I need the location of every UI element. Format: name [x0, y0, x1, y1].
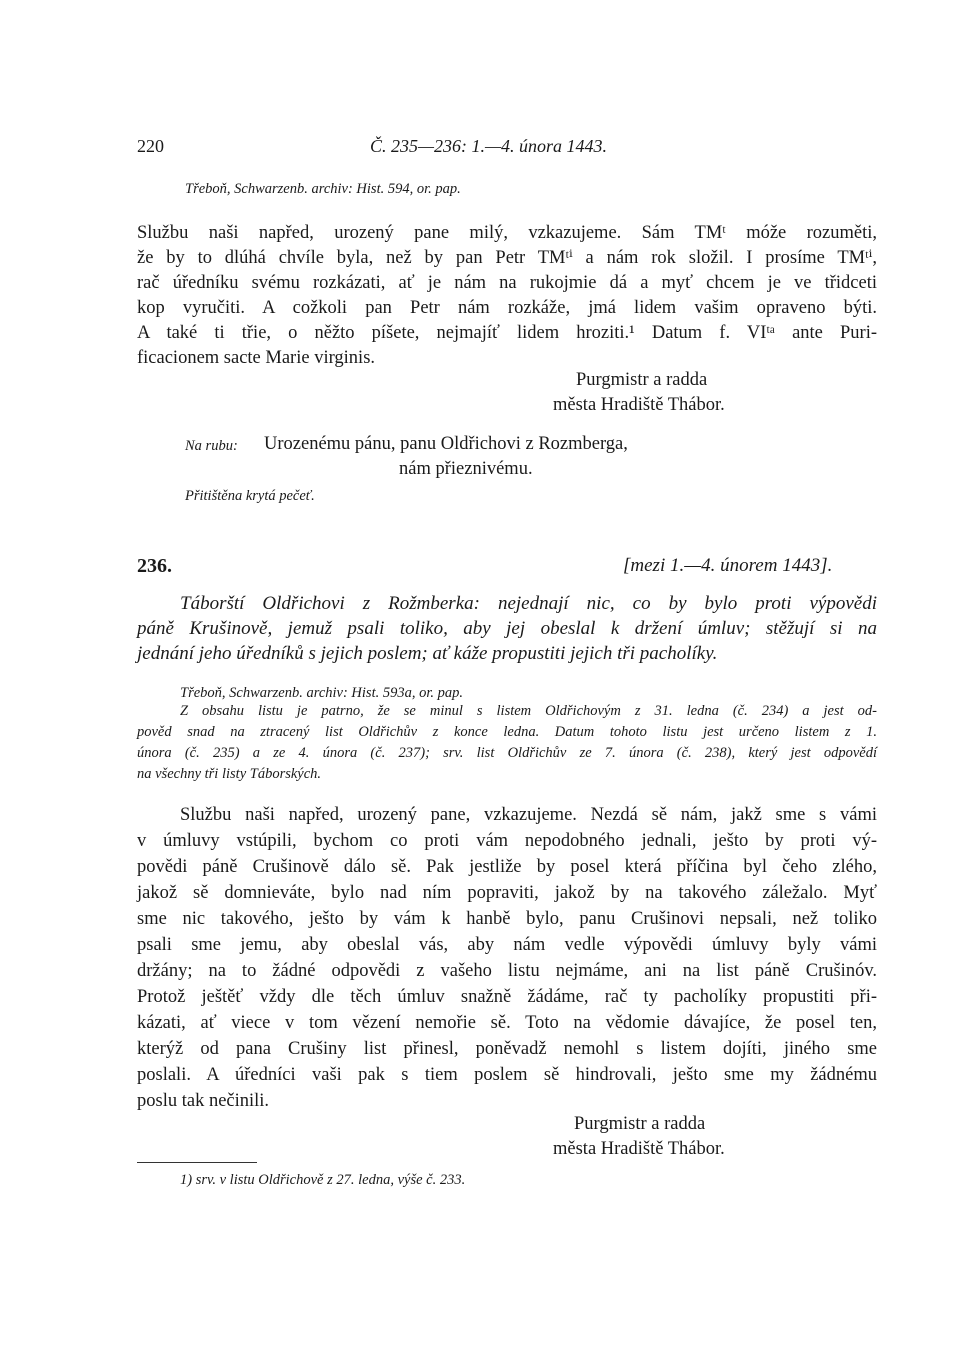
doc235-line: Službu naši napřed, urozený pane milý, vzkazujeme. Sám TMᵗ móže rozuměti,: [137, 223, 877, 243]
doc236-line: poslali. A úředníci vaši pak s tiem poslem sě hindrovali, ješto sme my žádnému: [137, 1065, 877, 1085]
note-line: pověd snad na ztracený list Oldřichův z konce ledna. Datum tohoto listu jest určeno listem z 1.: [137, 724, 877, 740]
note-line: února (č. 235) a ze 4. února (č. 237); srv. list Oldřichův ze 7. února (č. 238), který jest odpovědí: [137, 745, 877, 761]
seal-note: Přitištěna krytá pečeť.: [185, 488, 315, 504]
doc236-date: [mezi 1.—4. únorem 1443].: [623, 555, 833, 576]
doc236-signature-1: Purgmistr a radda: [574, 1114, 706, 1134]
doc236-line: Službu naši napřed, urozený pane, vzkazujeme. Nezdá sě nám, jakž sme s vámi: [180, 805, 877, 825]
doc236-line: kterýž od pana Crušiny list přinesl, poněvadž nemohl s listem dojíti, jiného sme: [137, 1039, 877, 1059]
summary-line: jednání jeho úředníků s jejich poslem; ať káže propustiti jejich tři pacholíky.: [137, 643, 718, 664]
doc236-line: Protož ještěť vždy dle těch úmluv snažně žádáme, rač ty pacholíky propustiti při-: [137, 987, 877, 1007]
footnote-divider: [137, 1162, 257, 1163]
doc235-line: ficacionem sacte Marie virginis.: [137, 348, 376, 368]
doc236-signature-2: města Hradiště Thábor.: [553, 1139, 725, 1159]
doc235-line: A také ti třie, o něžto píšete, nejmajíť lidem hroziti.¹ Datum f. VIᵗᵃ ante Puri-: [137, 323, 877, 343]
page-number: 220: [137, 136, 164, 156]
doc236-line: v úmluvy vstúpili, bychom co proti vám nepodobného jednali, ješto by proti vý-: [137, 831, 877, 851]
footnote: 1) srv. v listu Oldřichově z 27. ledna, výše č. 233.: [180, 1172, 466, 1188]
doc236-line: držány; na to žádné odpovědi z vašeho listu nejmáme, ani na list páně Crušinóv.: [137, 961, 877, 981]
note-line: na všechny tři listy Táborských.: [137, 766, 322, 782]
doc236-line: psali sme jemu, aby obeslal vás, aby nám vedle výpovědi úmluvy byly vámi: [137, 935, 877, 955]
doc236-line: poslu tak nečinili.: [137, 1091, 270, 1111]
doc236-line: jakož sě domnieváte, bylo nad ním popraviti, jakož by na takového záležalo. Myť: [137, 883, 877, 903]
doc235-line: kop vyručiti. A cožkoli pan Petr nám rozkáže, jmá lidem vašim opraveno býti.: [137, 298, 877, 318]
verso-address-2: nám přieznivému.: [399, 459, 533, 479]
verso-address-1: Urozenému pánu, panu Oldřichovi z Rozmberga,: [264, 434, 628, 454]
doc235-source: Třeboň, Schwarzenb. archiv: Hist. 594, or. pap.: [185, 181, 461, 197]
doc236-number: 236.: [137, 555, 172, 577]
note-line: Z obsahu listu je patrno, že se minul s listem Oldřichovým z 31. ledna (č. 234) a jest od-: [180, 703, 877, 719]
doc236-line: povědi páně Crušinově dálo sě. Pak jestliže by posel která příčina byl čeho zlého,: [137, 857, 877, 877]
doc236-line: sme nic takového, ješto by vám k hanbě bylo, panu Crušinovi nepsali, než toliko: [137, 909, 877, 929]
running-title: Č. 235—236: 1.—4. února 1443.: [370, 136, 608, 156]
doc235-signature-2: města Hradiště Thábor.: [553, 395, 725, 415]
doc235-signature-1: Purgmistr a radda: [576, 370, 708, 390]
doc235-line: že by to dlúhá chvíle byla, než by pan Petr TMᵗⁱ a nám rok složil. I prosíme TMᵗⁱ,: [137, 248, 877, 268]
doc235-line: rač úředníku svému rozkázati, ať je nám na rukojmie dá a myť chcem je ve třidceti: [137, 273, 877, 293]
verso-label: Na rubu:: [185, 438, 238, 454]
doc236-source: Třeboň, Schwarzenb. archiv: Hist. 593a, or. pap.: [180, 685, 464, 701]
doc236-line: kázati, ať viece v tom vězení nemořie sě. Toto na vědomie dávajíce, že posel ten,: [137, 1013, 877, 1033]
summary-line: Táborští Oldřichovi z Rožmberka: nejednají nic, co by bylo proti výpovědi: [180, 593, 877, 614]
summary-line: páně Krušinově, jemuž psali toliko, aby jej obeslal k držení úmluv; stěžují si na: [137, 618, 877, 639]
